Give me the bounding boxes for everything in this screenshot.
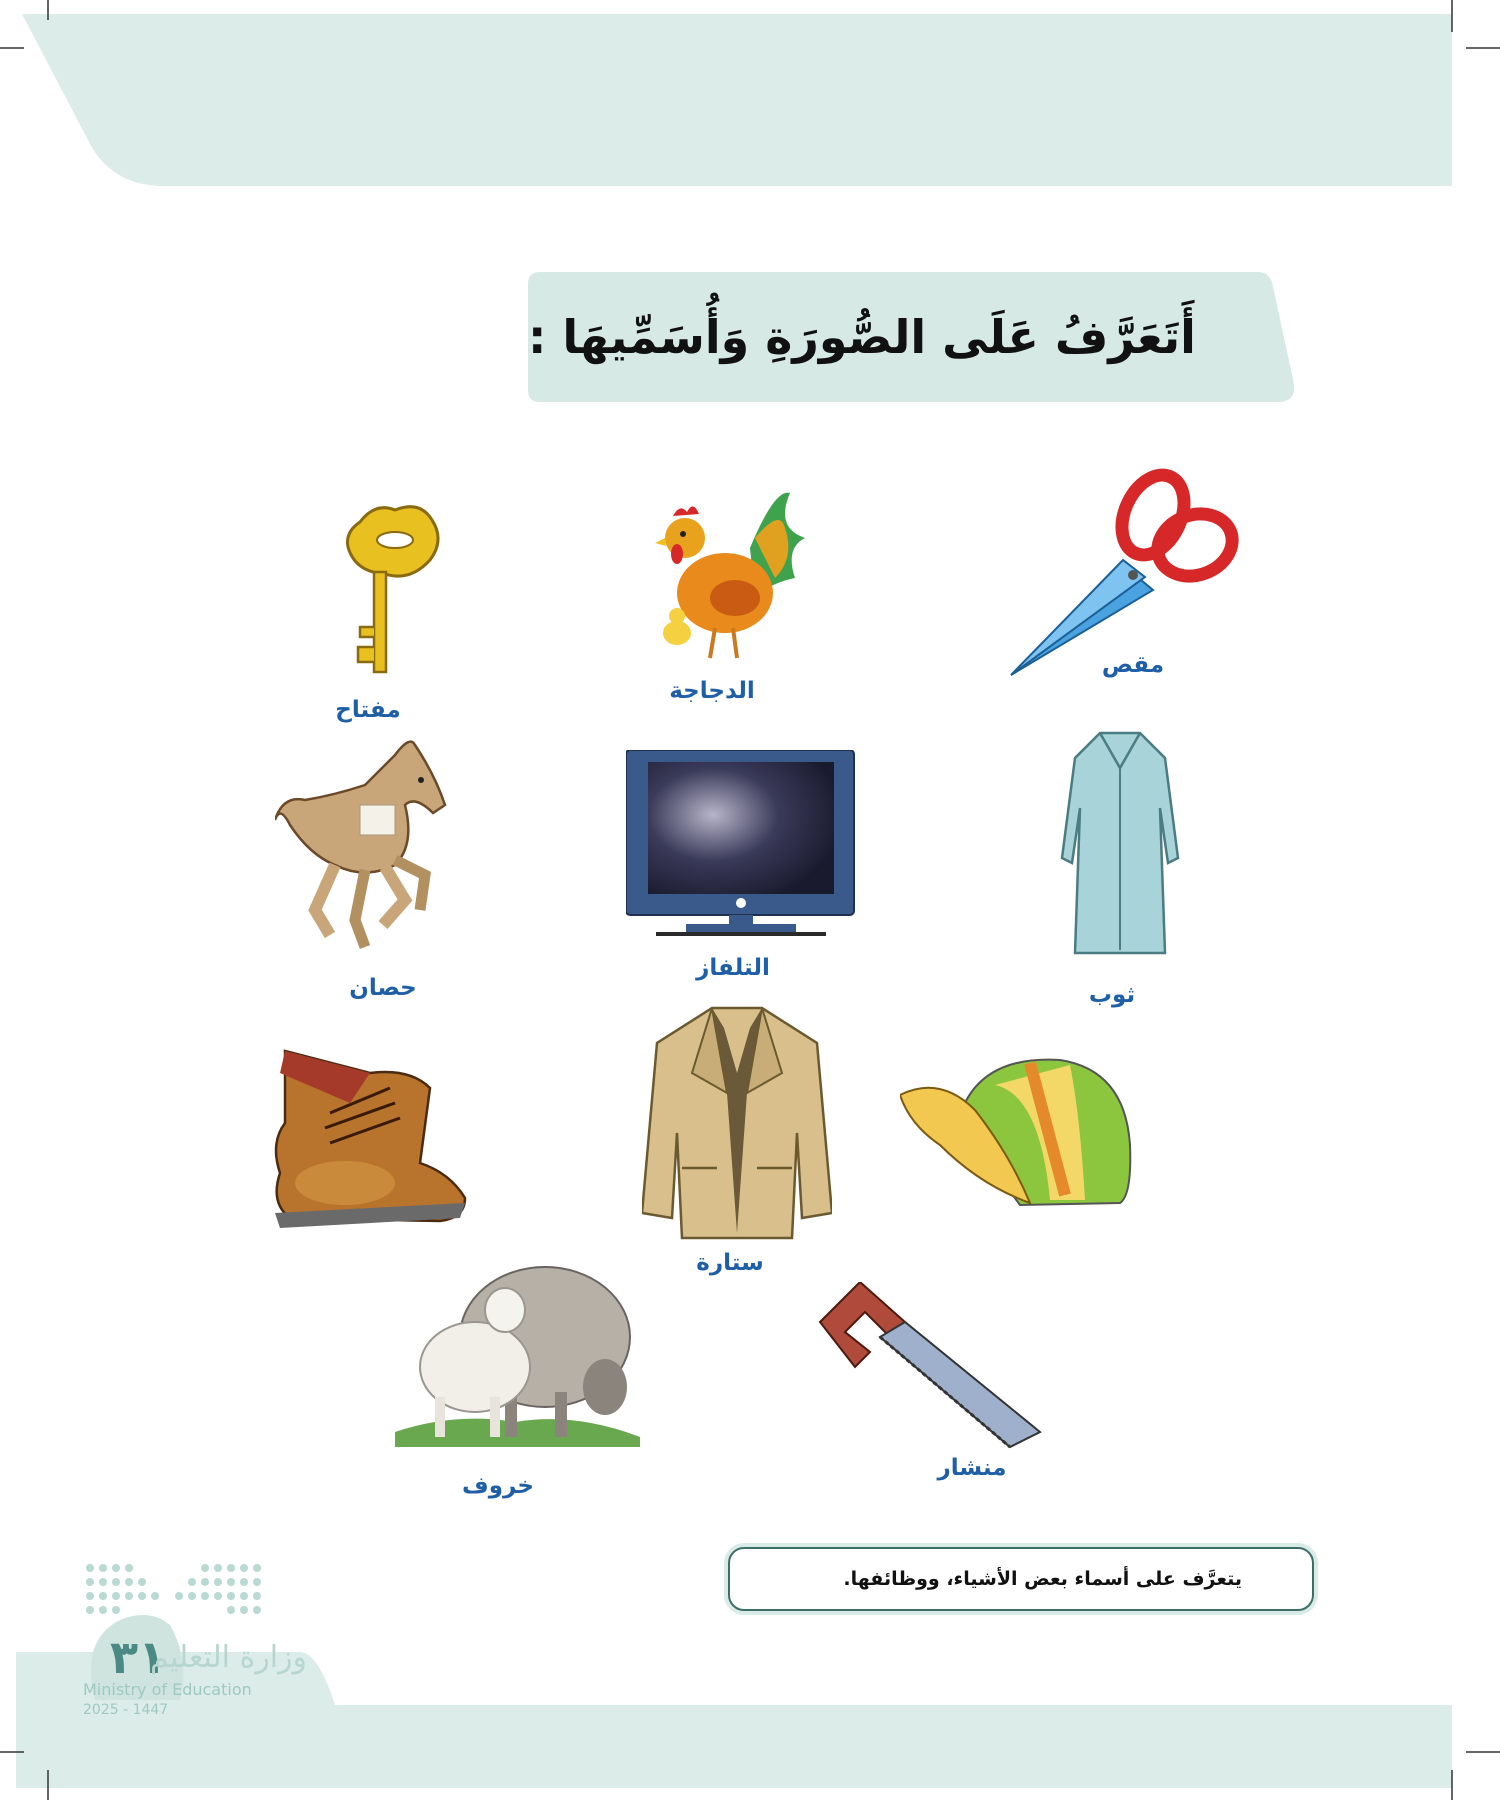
item-label-scissors: مقص: [1101, 652, 1165, 678]
jacket-icon: [642, 1003, 832, 1243]
item-label-saw: منشار: [937, 1455, 1007, 1481]
learning-objective: يتعرَّف على أسماء بعض الأشياء، ووظائفها.: [728, 1547, 1314, 1611]
cap-icon: [900, 1055, 1135, 1210]
shoe-icon: [270, 1043, 470, 1228]
ministry-name-arabic: وزارة التعليم: [150, 1640, 308, 1675]
saw-icon: [810, 1282, 1045, 1452]
sheep-icon: [395, 1262, 640, 1447]
item-label-rooster: الدجاجة: [669, 678, 755, 704]
robe-icon: [1060, 728, 1180, 963]
page-number: ٣١: [110, 1630, 167, 1684]
item-label-key: مفتاح: [335, 697, 401, 723]
item-label-robe: ثوب: [1088, 982, 1136, 1008]
item-label-horse: حصان: [349, 975, 417, 1001]
item-label-television: التلفاز: [696, 955, 770, 981]
ministry-name-english: Ministry of Education: [83, 1680, 252, 1699]
item-label-sheep: خروف: [462, 1473, 534, 1499]
scissors-icon: [1005, 465, 1240, 680]
key-icon: [340, 502, 445, 682]
rooster-icon: [655, 488, 815, 663]
ministry-logo-dots: [85, 1560, 270, 1630]
ministry-year: 2025 - 1447: [83, 1702, 169, 1718]
item-label-jacket: ستارة: [696, 1250, 764, 1276]
horse-icon: [275, 735, 465, 965]
television-icon: [626, 750, 858, 938]
page-title: أَتَعَرَّفُ عَلَى الصُّورَةِ وَأُسَمِّيهَا :: [528, 310, 1196, 364]
